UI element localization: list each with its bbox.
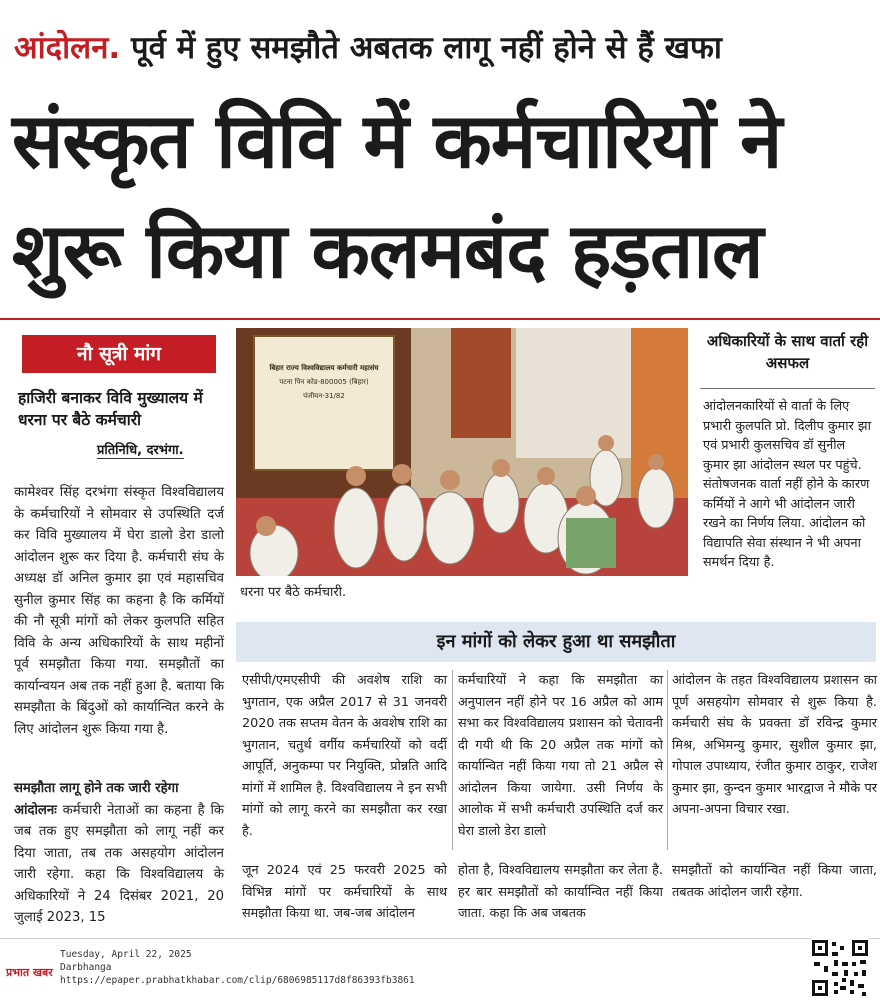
side-body: आंदोलनकारियों से वार्ता के लिए प्रभारी कुलपति प्रो. दिलीप कुमार झा एवं प्रभारी कुलसचिव डॉ सुनील कुमार झा आंदोलन स्थल पर पहुंचे. संतोषजनक वार्ता नहीं होने के कारण कर्मियों ने आगे भी आंदोलन जारी रखने का निर्णय लिया. आंदोलन को विद्यापति सेवा संस्थान ने भी अपना समर्थन दिया है. xyxy=(703,399,871,570)
box-col-2: कर्मचारियों ने कहा कि समझौता का अनुपालन नहीं होने पर 16 अप्रैल को आम सभा कर विश्वविद्यालय प्रशासन को चेतावनी दी गयी थी कि 20 अप्रैल तक मांगों को कार्यान्वित नहीं किया गया तो 21 अप्रैल से आंदोलन किया जायेगा. उसी निर्णय के आलोक में सभी कर्मचारी उपस्थिति दर्ज कर घेरा डालो डेरा डालो xyxy=(458,673,663,839)
demand-banner: नौ सूत्री मांग xyxy=(22,335,216,373)
box-continue-3: समझौतों को कार्यान्वित नहीं किया जाता, तबतक आंदोलन जारी रहेगा. xyxy=(672,863,877,900)
footer-edition: Darbhanga xyxy=(60,962,112,973)
byline: प्रतिनिधि, दरभंगा. xyxy=(97,440,184,459)
headline-line-2: शुरू किया कलमबंद हड़ताल xyxy=(12,206,763,295)
left-body-1: कामेश्वर सिंह दरभंगा संस्कृत विश्वविद्यालय के कर्मचारियों ने सोमवार से उपस्थिति दर्ज कर विवि मुख्यालय में घेरा डालो डेरा डालो आंदोलन शुरू कर दिया है. कर्मचारी संघ के अध्यक्ष डॉ अनिल कुमार झा एवं महासचिव सुनील कुमार सिंह का कहना है कि कर्मियों की नौ सूत्री मांगों को लेकर कुलपति सहित विवि के अन्य अधिकारियों के साथ महीनों पूर्व समझौता किया गया. समझौतों का कार्यान्वयन अब तक नहीं हुआ है. बताया कि समझौता के बिंदुओं को कार्यान्वित करने के लिए आंदोलन शुरू किया गया है. xyxy=(14,485,224,737)
headline xyxy=(12,86,872,306)
box-continue-1: जून 2024 एवं 25 फरवरी 2025 को विभिन्न मांगों पर कर्मचारियों के साथ समझौता किया था. जब-जब आंदोलन xyxy=(242,863,447,921)
kicker-text: पूर्व में हुए समझौते अबतक लागू नहीं होने से हैं खफा xyxy=(130,30,722,66)
footer-meta xyxy=(60,948,415,987)
photo-banner-line-2: पटना पिन कोड-800005 (बिहार) xyxy=(279,378,369,386)
side-heading: अधिकारियों के साथ वार्ता रही असफल xyxy=(706,332,869,372)
footer-url[interactable]: https://epaper.prabhatkhabar.com/clip/6806985117d8f86393fb3861 xyxy=(60,975,415,986)
column-divider xyxy=(667,670,668,850)
headline-line-1: संस्कृत विवि में कर्मचारियों ने xyxy=(12,96,782,185)
footer-divider xyxy=(0,938,880,939)
qr-code-icon[interactable] xyxy=(810,938,870,998)
footer-date: Tuesday, April 22, 2025 xyxy=(60,949,192,960)
box-continue-2: होता है, विश्वविद्यालय समझौता कर लेता है. हर बार समझौतों को कार्यान्वित नहीं किया जाता. कहा कि अब जबतक xyxy=(458,863,663,921)
box-heading: इन मांगों को लेकर हुआ था समझौता xyxy=(236,622,876,662)
publisher-logo: प्रभात खबर xyxy=(6,966,53,979)
photo-banner-line-3: पंजीयन-31/82 xyxy=(303,392,345,400)
column-divider xyxy=(452,670,453,850)
photo-illustration xyxy=(236,328,688,576)
divider xyxy=(0,318,880,320)
photo-caption: धरना पर बैठे कर्मचारी. xyxy=(240,585,347,600)
left-body-2-text: कर्मचारी नेताओं का कहना है कि जब तक हुए समझौता को लागू नहीं कर दिया जाता, तब तक असहयोग आंदोलन जारी रहेगा. कहा कि विश्वविद्यालय के अधिकारियों ने 24 दिसंबर 2021, 20 जुलाई 2023, 15 xyxy=(14,802,224,925)
left-lead-2: आंदोलनः xyxy=(14,802,57,818)
left-body-2 xyxy=(14,778,224,929)
protest-photo xyxy=(236,328,688,576)
kicker-label: आंदोलन. xyxy=(14,30,121,66)
side-divider xyxy=(700,388,875,389)
left-subhead-2: समझौता लागू होने तक जारी रहेगा xyxy=(14,781,179,796)
left-subhead: हाजिरी बनाकर विवि मुख्यालय में धरना पर बैठे कर्मचारी xyxy=(18,389,203,429)
box-col-3: आंदोलन के तहत विश्वविद्यालय प्रशासन का पूर्ण असहयोग सोमवार से शुरू किया है. कर्मचारी संघ के प्रवक्ता डॉ रविन्द्र कुमार मिश्र, अभिमन्यु कुमार, सुशील कुमार झा, गोपाल उपाध्याय, रंजीत कुमार ठाकुर, राजेश कुमार झा, कुन्दन कुमार भारद्वाज ने मौके पर अपना-अपना विचार रखा. xyxy=(672,673,877,817)
photo-banner-line-1: बिहार राज्य विश्वविद्यालय कर्मचारी महासंघ xyxy=(269,364,379,372)
box-col-1: एसीपी/एमएसीपी की अवशेष राशि का भुगतान, एक अप्रैल 2017 से 31 जनवरी 2020 तक सप्तम वेतन के अवशेष राशि का भुगतान, चतुर्थ वर्गीय कर्मचारियों को वर्दी आपूर्ति, अनुकम्पा पर नियुक्ति, प्रोन्नति आदि मांगों में शामिल है. विश्वविद्यालय ने इन सभी मांगों को लागू करने का समझौता कर रखा है. xyxy=(242,673,447,839)
kicker xyxy=(14,26,870,70)
